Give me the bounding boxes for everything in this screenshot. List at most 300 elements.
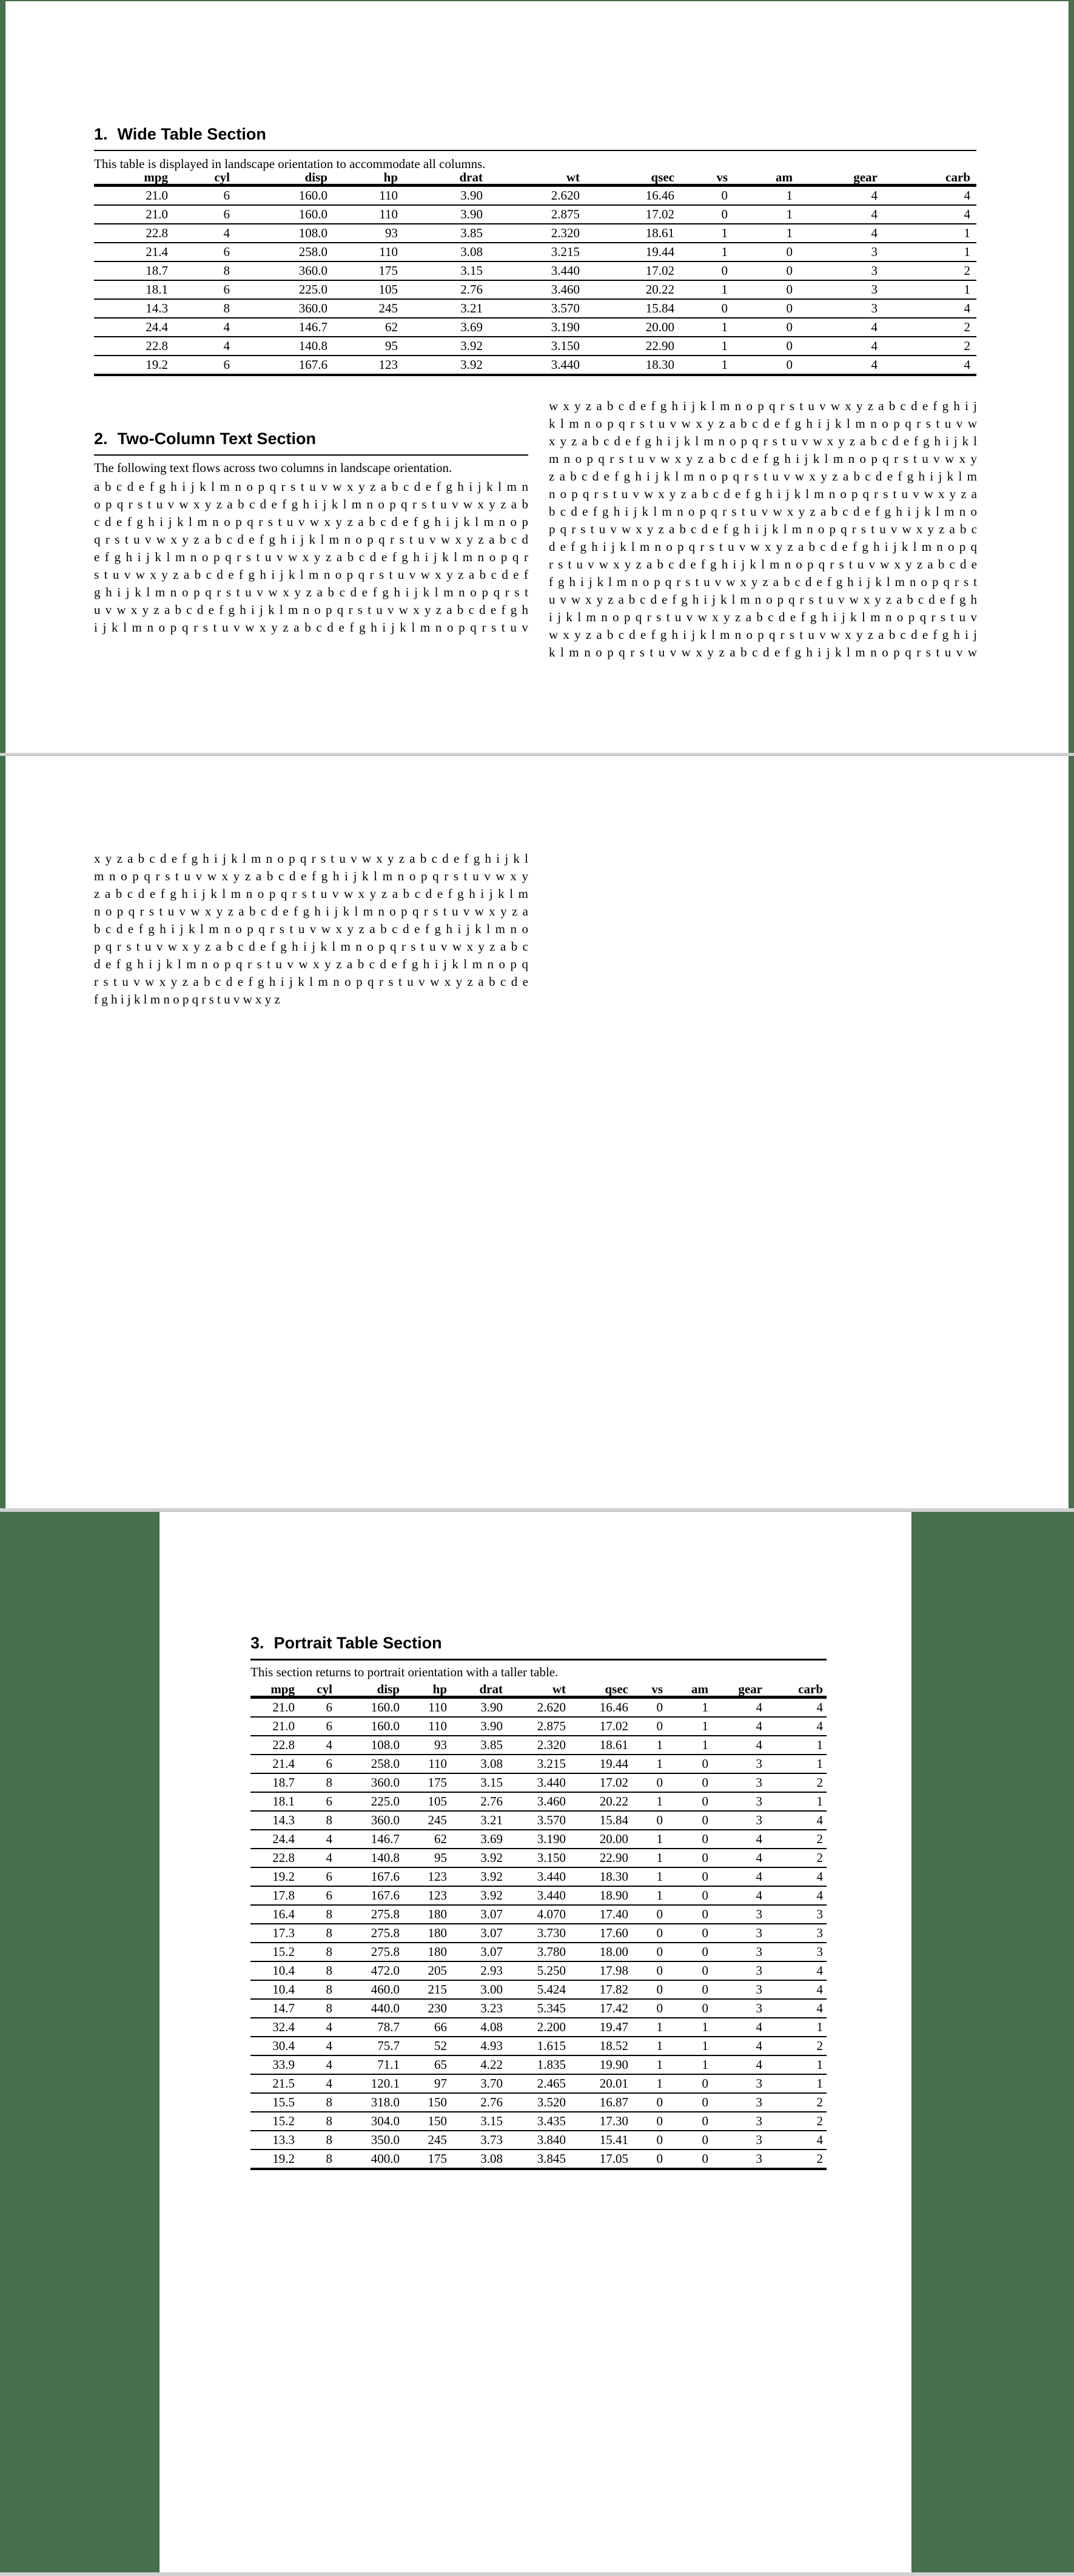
section-2-heading	[94, 429, 528, 456]
table-cell: 3.07	[451, 1924, 506, 1943]
table-cell: 95	[403, 1849, 451, 1867]
table-cell: 2	[884, 318, 976, 337]
table-cell: 6	[174, 280, 236, 299]
table-row	[250, 1905, 827, 1924]
table-cell: 0	[680, 186, 734, 206]
table-cell: 21.4	[250, 1755, 298, 1773]
text-line: f g h i j k l m n o p q r s t u v w x y z a b c d e f g h i j k l m n o p q r s t	[549, 575, 977, 589]
table-cell: 17.8	[250, 1886, 298, 1905]
table-row	[250, 1886, 827, 1905]
table-cell: 0	[632, 1905, 666, 1924]
text-line: z a b c d e f g h i j k l m n o p q r s t u v w x y z a b c d e f g h i j k l m	[94, 886, 528, 901]
table-cell: 19.44	[569, 1755, 632, 1773]
table-cell: 3.85	[404, 224, 489, 243]
table-cell: 1	[632, 1886, 666, 1905]
table-cell: 18.90	[569, 1886, 632, 1905]
table-cell: 14.7	[250, 1999, 298, 2018]
column-header-hp: hp	[334, 170, 404, 186]
table-cell: 1	[766, 1736, 827, 1755]
table-cell: 18.30	[569, 1867, 632, 1886]
table-cell: 8	[298, 1961, 336, 1980]
table-row	[250, 2112, 827, 2131]
table-cell: 4	[766, 1867, 827, 1886]
text-line: w x y z a b c d e f g h i j k l m n o p q r s t u v w x y z a b c d e f g h i j	[549, 399, 977, 413]
table-cell: 17.82	[569, 1980, 632, 1999]
table-row	[250, 1811, 827, 1830]
table-cell: 62	[334, 318, 404, 337]
table-cell: 175	[403, 1773, 451, 1792]
table-cell: 3.520	[506, 2093, 569, 2112]
table-cell: 21.0	[250, 1717, 298, 1736]
column-header-carb: carb	[884, 170, 976, 186]
text-line: b c d e f g h i j k l m n o p q r s t u v w x y z a b c d e f g h i j k l m n o	[549, 504, 977, 519]
column-header-mpg: mpg	[94, 170, 174, 186]
table-cell: 4	[799, 224, 884, 243]
table-cell: 3	[712, 1905, 766, 1924]
table-cell: 15.41	[569, 2131, 632, 2149]
table-row	[250, 2018, 827, 2037]
table-cell: 2.465	[506, 2074, 569, 2093]
section-2-number: 2.	[94, 430, 108, 448]
table-cell: 18.7	[250, 1773, 298, 1792]
text-line: d e f g h i j k l m n o p q r s t u v w x y z a b c d e f g h i j k l m n o p q	[549, 539, 977, 554]
section-3-title: Portrait Table Section	[274, 1634, 442, 1652]
table-cell: 2.620	[506, 1698, 569, 1718]
table-cell: 3.570	[489, 299, 586, 318]
table-cell: 1	[632, 1792, 666, 1811]
table-cell: 1	[632, 2037, 666, 2055]
table-cell: 4	[799, 318, 884, 337]
section-1-intro: This table is displayed in landscape orientation to accommodate all columns.	[94, 157, 486, 171]
table-cell: 0	[632, 1961, 666, 1980]
table-cell: 3	[712, 2074, 766, 2093]
column-header-drat: drat	[451, 1682, 506, 1698]
table-cell: 17.02	[586, 261, 680, 280]
table-cell: 10.4	[250, 1961, 298, 1980]
table-cell: 32.4	[250, 2018, 298, 2037]
table-cell: 1	[884, 243, 976, 261]
table-row	[250, 2037, 827, 2055]
table-cell: 1	[666, 1698, 712, 1718]
table-row	[250, 2149, 827, 2169]
table-cell: 350.0	[336, 2131, 403, 2149]
table-cell: 1	[766, 2074, 827, 2093]
text-line: r s t u v w x y z a b c d e f g h i j k l m n o p q r s t u v w x y z a b c d e	[94, 974, 528, 989]
table-cell: 4	[298, 2074, 336, 2093]
table-cell: 19.90	[569, 2055, 632, 2074]
table-cell: 1	[632, 1736, 666, 1755]
table-cell: 8	[174, 261, 236, 280]
table-cell: 0	[666, 2149, 712, 2169]
table-cell: 4.93	[451, 2037, 506, 2055]
table-cell: 258.0	[336, 1755, 403, 1773]
table-cell: 275.8	[336, 1905, 403, 1924]
table-cell: 20.00	[586, 318, 680, 337]
table-cell: 3.460	[506, 1792, 569, 1811]
table-cell: 4	[766, 1980, 827, 1999]
table-cell: 1	[680, 337, 734, 356]
table-cell: 19.2	[250, 1867, 298, 1886]
table-cell: 3.92	[451, 1867, 506, 1886]
table-cell: 4	[766, 1811, 827, 1830]
table-cell: 3.845	[506, 2149, 569, 2169]
table-cell: 16.46	[586, 186, 680, 206]
column-header-gear: gear	[712, 1682, 766, 1698]
table-row	[94, 224, 976, 243]
table-cell: 20.22	[569, 1792, 632, 1811]
table-cell: 3.21	[451, 1811, 506, 1830]
table-cell: 0	[666, 1924, 712, 1943]
table-cell: 1	[632, 1830, 666, 1849]
table-cell: 3.215	[506, 1755, 569, 1773]
table-row	[250, 1698, 827, 1718]
table-row	[250, 2093, 827, 2112]
text-line: p q r s t u v w x y z a b c d e f g h i j k l m n o p q r s t u v w x y z a b c	[94, 939, 528, 954]
table-cell: 110	[403, 1698, 451, 1718]
table-cell: 4	[712, 1867, 766, 1886]
table-cell: 21.0	[250, 1698, 298, 1718]
text-line: x y z a b c d e f g h i j k l m n o p q r s t u v w x y z a b c d e f g h i j k l	[549, 434, 977, 448]
table-cell: 3.435	[506, 2112, 569, 2131]
table-cell: 4	[712, 1717, 766, 1736]
column-header-carb: carb	[766, 1682, 827, 1698]
table-cell: 360.0	[236, 261, 334, 280]
table-cell: 0	[666, 1886, 712, 1905]
table-cell: 14.3	[94, 299, 174, 318]
table-cell: 8	[298, 1811, 336, 1830]
text-line: i j k l m n o p q r s t u v w x y z a b c d e f g h i j k l m n o p q r s t u v	[549, 610, 977, 624]
table-cell: 17.05	[569, 2149, 632, 2169]
table-cell: 4	[799, 337, 884, 356]
table-row	[94, 299, 976, 318]
table-cell: 3	[766, 1905, 827, 1924]
table-cell: 400.0	[336, 2149, 403, 2169]
text-line: e f g h i j k l m n o p q r s t u v w x y z a b c d e f g h i j k l m n o p q r	[94, 550, 528, 564]
table-cell: 2.875	[506, 1717, 569, 1736]
text-line: o p q r s t u v w x y z a b c d e f g h i j k l m n o p q r s t u v w x y z a b	[94, 497, 528, 511]
table-cell: 0	[632, 2093, 666, 2112]
text-line: k l m n o p q r s t u v w x y z a b c d e f g h i j k l m n o p q r s t u v w	[549, 416, 977, 431]
table-cell: 4	[712, 1830, 766, 1849]
table-cell: 18.00	[569, 1943, 632, 1961]
table-row	[250, 1792, 827, 1811]
table-cell: 4	[712, 2018, 766, 2037]
table-row	[94, 186, 976, 206]
table-cell: 6	[298, 1755, 336, 1773]
table-cell: 3.15	[451, 2112, 506, 2131]
table-cell: 3	[712, 1811, 766, 1830]
table-cell: 105	[334, 280, 404, 299]
table-cell: 108.0	[236, 224, 334, 243]
table-cell: 1	[734, 205, 799, 224]
table-cell: 110	[334, 205, 404, 224]
table-cell: 19.44	[586, 243, 680, 261]
table-cell: 1	[632, 2018, 666, 2037]
table-cell: 1	[632, 1849, 666, 1867]
table-cell: 1	[666, 2018, 712, 2037]
table-cell: 4	[766, 2131, 827, 2149]
table-cell: 225.0	[336, 1792, 403, 1811]
table-cell: 180	[403, 1924, 451, 1943]
table-cell: 3.21	[404, 299, 489, 318]
table-cell: 2.93	[451, 1961, 506, 1980]
table-cell: 78.7	[336, 2018, 403, 2037]
table-cell: 3.90	[451, 1717, 506, 1736]
table-row	[250, 1717, 827, 1736]
table-cell: 2.320	[489, 224, 586, 243]
table-cell: 3.90	[404, 186, 489, 206]
table-cell: 0	[632, 1924, 666, 1943]
text-line: i j k l m n o p q r s t u v w x y z a b c d e f g h i j k l m n o p q r s t u v	[94, 620, 528, 635]
table-cell: 3	[799, 243, 884, 261]
page-2-landscape	[5, 756, 1069, 1508]
table-cell: 3.150	[489, 337, 586, 356]
viewer-bottom-edge	[0, 2572, 1074, 2576]
table-cell: 3.08	[404, 243, 489, 261]
table-cell: 1	[734, 186, 799, 206]
table-cell: 21.4	[94, 243, 174, 261]
table-cell: 0	[666, 1999, 712, 2018]
table-cell: 1	[680, 318, 734, 337]
table-cell: 4	[298, 2018, 336, 2037]
table-cell: 215	[403, 1980, 451, 1999]
table-cell: 4	[298, 2037, 336, 2055]
table-cell: 15.2	[250, 1943, 298, 1961]
table-cell: 71.1	[336, 2055, 403, 2074]
text-line: u v w x y z a b c d e f g h i j k l m n o p q r s t u v w x y z a b c d e f g h	[94, 602, 528, 617]
table-cell: 2.875	[489, 205, 586, 224]
table-row	[250, 1943, 827, 1961]
text-line: q r s t u v w x y z a b c d e f g h i j k l m n o p q r s t u v w x y z a b c d	[94, 532, 528, 547]
table-cell: 4	[766, 1961, 827, 1980]
table-header-row	[250, 1682, 827, 1698]
table-cell: 16.87	[569, 2093, 632, 2112]
left-column-text	[94, 478, 528, 636]
table-cell: 1	[632, 1867, 666, 1886]
table-row	[94, 337, 976, 356]
table-cell: 0	[666, 1811, 712, 1830]
two-column-right	[549, 397, 977, 661]
table-cell: 110	[334, 186, 404, 206]
table-cell: 0	[734, 243, 799, 261]
table-cell: 21.0	[94, 186, 174, 206]
table-cell: 1	[632, 1755, 666, 1773]
table-cell: 16.46	[569, 1698, 632, 1718]
table-cell: 95	[334, 337, 404, 356]
table-row	[94, 318, 976, 337]
section-1-title: Wide Table Section	[117, 125, 266, 143]
table-cell: 2	[766, 2149, 827, 2169]
text-line: z a b c d e f g h i j k l m n o p q r s t u v w x y z a b c d e f g h i j k l m	[549, 469, 977, 484]
table-cell: 472.0	[336, 1961, 403, 1980]
text-line: x y z a b c d e f g h i j k l m n o p q r s t u v w x y z a b c d e f g h i j k l	[94, 851, 528, 866]
table-cell: 4	[712, 1886, 766, 1905]
table-cell: 8	[298, 2131, 336, 2149]
table-cell: 4	[884, 205, 976, 224]
table-row	[250, 2131, 827, 2149]
table-cell: 8	[298, 1905, 336, 1924]
table-cell: 1	[766, 2018, 827, 2037]
table-cell: 16.4	[250, 1905, 298, 1924]
table-cell: 2	[884, 337, 976, 356]
page-1-landscape	[5, 1, 1069, 753]
table-cell: 0	[734, 280, 799, 299]
table-cell: 105	[403, 1792, 451, 1811]
table-cell: 3	[712, 2149, 766, 2169]
text-line: c d e f g h i j k l m n o p q r s t u v w x y z a b c d e f g h i j k l m n o p	[94, 514, 528, 529]
table-cell: 360.0	[236, 299, 334, 318]
table-cell: 6	[298, 1867, 336, 1886]
table-cell: 5.345	[506, 1999, 569, 2018]
table-cell: 140.8	[336, 1849, 403, 1867]
column-header-mpg: mpg	[250, 1682, 298, 1698]
table-cell: 3.07	[451, 1943, 506, 1961]
table-cell: 0	[666, 1943, 712, 1961]
table-cell: 4	[884, 299, 976, 318]
table-cell: 3.73	[451, 2131, 506, 2149]
table-cell: 1	[632, 2074, 666, 2093]
section-2-intro: The following text flows across two columns in landscape orientation.	[94, 460, 452, 475]
table-cell: 8	[298, 2149, 336, 2169]
table-cell: 0	[734, 356, 799, 375]
table-cell: 0	[632, 1943, 666, 1961]
table-cell: 4	[712, 1849, 766, 1867]
table-cell: 6	[174, 205, 236, 224]
table-cell: 160.0	[236, 186, 334, 206]
table-cell: 0	[734, 261, 799, 280]
table-cell: 15.2	[250, 2112, 298, 2131]
table-cell: 15.84	[569, 1811, 632, 1830]
table-cell: 3.150	[506, 1849, 569, 1867]
table-cell: 17.02	[569, 1773, 632, 1792]
table-cell: 4	[884, 356, 976, 375]
text-line: r s t u v w x y z a b c d e f g h i j k l m n o p q r s t u v w x y z a b c d e	[549, 557, 977, 572]
table-cell: 123	[403, 1886, 451, 1905]
table-cell: 1	[766, 1792, 827, 1811]
table-cell: 2.200	[506, 2018, 569, 2037]
column-header-wt: wt	[506, 1682, 569, 1698]
table-cell: 30.4	[250, 2037, 298, 2055]
table-cell: 3	[712, 1755, 766, 1773]
table-cell: 3	[799, 280, 884, 299]
table-cell: 0	[666, 2093, 712, 2112]
table-cell: 4	[174, 337, 236, 356]
table-cell: 4	[712, 1736, 766, 1755]
table-cell: 66	[403, 2018, 451, 2037]
table-cell: 65	[403, 2055, 451, 2074]
table-row	[250, 2055, 827, 2074]
table-cell: 1	[666, 1736, 712, 1755]
table-cell: 24.4	[94, 318, 174, 337]
table-cell: 2	[884, 261, 976, 280]
table-cell: 3	[712, 1943, 766, 1961]
text-line: u v w x y z a b c d e f g h i j k l m n o p q r s t u v w x y z a b c d e f g h	[549, 592, 977, 607]
table-cell: 0	[666, 2131, 712, 2149]
table-cell: 4.08	[451, 2018, 506, 2037]
table-cell: 8	[298, 1999, 336, 2018]
table-cell: 3.90	[451, 1698, 506, 1718]
table-cell: 4	[799, 186, 884, 206]
table-cell: 4.070	[506, 1905, 569, 1924]
table-cell: 3.15	[404, 261, 489, 280]
table-cell: 3.90	[404, 205, 489, 224]
table-cell: 3	[766, 1943, 827, 1961]
table-cell: 4	[174, 318, 236, 337]
table-cell: 18.1	[250, 1792, 298, 1811]
table-cell: 1.615	[506, 2037, 569, 2055]
table-cell: 8	[298, 1943, 336, 1961]
table-cell: 22.8	[250, 1736, 298, 1755]
table-cell: 3.07	[451, 1905, 506, 1924]
table-cell: 225.0	[236, 280, 334, 299]
table-cell: 3	[712, 2131, 766, 2149]
section-1-heading	[94, 124, 976, 151]
table-cell: 175	[403, 2149, 451, 2169]
table-cell: 8	[298, 1773, 336, 1792]
table-cell: 0	[666, 2074, 712, 2093]
text-line: d e f g h i j k l m n o p q r s t u v w x y z a b c d e f g h i j k l m n o p q	[94, 957, 528, 971]
table-cell: 460.0	[336, 1980, 403, 1999]
table-cell: 160.0	[336, 1717, 403, 1736]
table-cell: 3.08	[451, 1755, 506, 1773]
table-cell: 1	[884, 280, 976, 299]
table-cell: 146.7	[236, 318, 334, 337]
table-cell: 3	[712, 1924, 766, 1943]
table-cell: 3.92	[404, 356, 489, 375]
section-2-title: Two-Column Text Section	[117, 430, 317, 448]
table-cell: 123	[334, 356, 404, 375]
table-cell: 3	[712, 1792, 766, 1811]
table-cell: 3	[712, 2112, 766, 2131]
table-cell: 0	[632, 1773, 666, 1792]
table-row	[94, 205, 976, 224]
table-cell: 4	[174, 224, 236, 243]
table-cell: 93	[403, 1736, 451, 1755]
table-cell: 8	[298, 2112, 336, 2131]
table-cell: 4	[766, 1698, 827, 1718]
column-header-cyl: cyl	[298, 1682, 336, 1698]
column-header-qsec: qsec	[586, 170, 680, 186]
table-row	[250, 1961, 827, 1980]
column-header-am: am	[666, 1682, 712, 1698]
table-cell: 22.8	[250, 1849, 298, 1867]
table-cell: 21.0	[94, 205, 174, 224]
table-cell: 3.780	[506, 1943, 569, 1961]
table-cell: 0	[666, 1849, 712, 1867]
table-cell: 6	[298, 1792, 336, 1811]
portrait-table	[250, 1682, 827, 2170]
table-row	[250, 1773, 827, 1792]
table-cell: 3.69	[451, 1830, 506, 1849]
table-cell: 0	[666, 1905, 712, 1924]
table-cell: 4	[298, 2055, 336, 2074]
table-cell: 17.02	[569, 1717, 632, 1736]
table-cell: 318.0	[336, 2093, 403, 2112]
column-header-qsec: qsec	[569, 1682, 632, 1698]
table-cell: 0	[680, 261, 734, 280]
text-line: m n o p q r s t u v w x y z a b c d e f g h i j k l m n o p q r s t u v w x y	[94, 869, 528, 883]
table-cell: 0	[734, 299, 799, 318]
table-cell: 275.8	[336, 1943, 403, 1961]
table-row	[250, 1999, 827, 2018]
table-cell: 14.3	[250, 1811, 298, 1830]
table-cell: 19.2	[94, 356, 174, 375]
table-cell: 15.5	[250, 2093, 298, 2112]
table-cell: 0	[632, 1811, 666, 1830]
table-cell: 0	[632, 1717, 666, 1736]
text-line: f g h i j k l m n o p q r s t u v w x y z	[94, 992, 280, 1006]
table-cell: 93	[334, 224, 404, 243]
